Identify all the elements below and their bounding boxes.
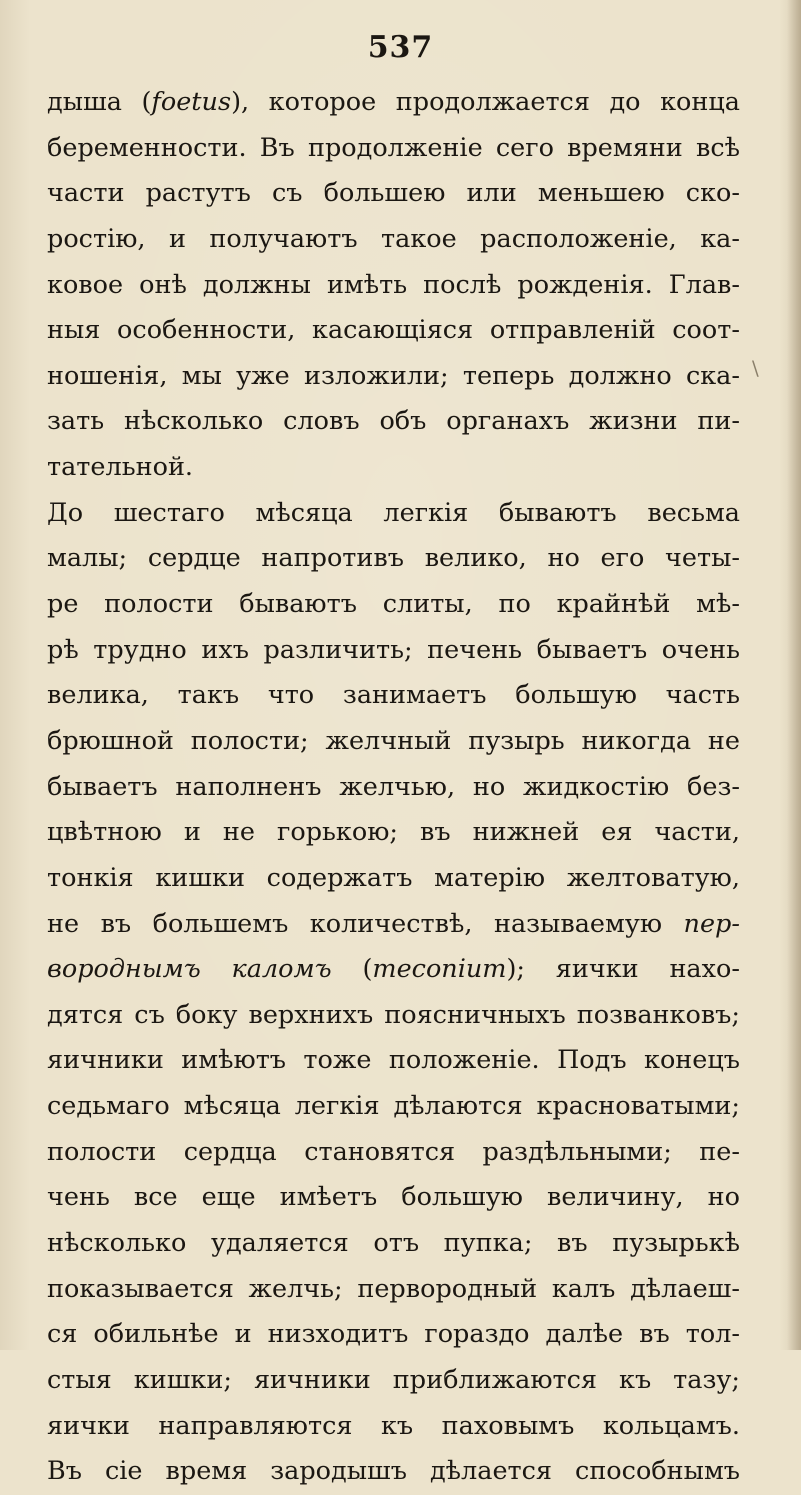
text-line bbox=[47, 810, 740, 856]
text-segment: седьмаго мѣсяца легкія дѣлаются красноватыми; bbox=[47, 1091, 740, 1122]
text-segment: велика, такъ что занимаетъ большую часть bbox=[47, 680, 740, 711]
margin-mark: \ bbox=[752, 356, 759, 380]
text-segment: ковое онѣ должны имѣть послѣ рожденія. Глав- bbox=[47, 269, 740, 300]
text-line bbox=[47, 445, 740, 491]
text-segment: беременности. Въ продолженіе сего времяни всѣ bbox=[47, 132, 740, 163]
text-segment: ), которое продолжается до конца bbox=[231, 87, 740, 117]
text-segment: дыша ( bbox=[47, 87, 152, 117]
text-segment: ся обильнѣе и низходитъ гораздо далѣе въ тол- bbox=[47, 1319, 740, 1350]
text-line bbox=[47, 993, 740, 1039]
text-line bbox=[47, 491, 740, 537]
text-line bbox=[47, 399, 740, 445]
text-segment: До шестаго мѣсяца легкія бываютъ весьма bbox=[47, 497, 740, 528]
text-line bbox=[47, 947, 740, 993]
italic-text-segment: meconium bbox=[372, 954, 507, 985]
text-segment: яичники имѣютъ тоже положеніе. Подъ конецъ bbox=[47, 1045, 740, 1076]
text-line bbox=[47, 171, 740, 217]
text-segment: Въ сіе время зародышъ дѣлается способнымъ bbox=[47, 1456, 740, 1487]
text-segment: рѣ трудно ихъ различить; печень бываетъ очень bbox=[47, 634, 740, 665]
text-line bbox=[47, 263, 740, 309]
text-line bbox=[47, 1312, 740, 1358]
text-line bbox=[47, 1449, 740, 1495]
text-line bbox=[47, 217, 740, 263]
text-line bbox=[47, 582, 740, 628]
text-line bbox=[47, 536, 740, 582]
text-segment: ныя особенности, касающіяся отправленій соот- bbox=[47, 315, 740, 346]
text-segment: тательной. bbox=[47, 452, 194, 483]
text-segment: дятся съ боку верхнихъ поясничныхъ позванковъ; bbox=[47, 999, 740, 1030]
body-text bbox=[47, 80, 740, 1495]
page-number: 537 bbox=[367, 30, 434, 65]
text-line bbox=[47, 80, 740, 126]
text-segment: части растутъ съ большею или меньшею ско- bbox=[47, 178, 740, 209]
text-line bbox=[47, 902, 740, 948]
text-line bbox=[47, 308, 740, 354]
text-segment: яички направляются къ паховымъ кольцамъ. bbox=[47, 1410, 740, 1441]
text-line bbox=[47, 1404, 740, 1450]
text-segment: цвѣтною и не горькою; въ нижней ея части, bbox=[47, 817, 740, 848]
text-line bbox=[47, 1084, 740, 1130]
text-line bbox=[47, 673, 740, 719]
text-line bbox=[47, 856, 740, 902]
italic-text-segment: foetus bbox=[151, 87, 232, 117]
text-segment: ре полости бываютъ слиты, по крайнѣй мѣ- bbox=[47, 589, 740, 620]
text-segment: полости сердца становятся раздѣльными; пе- bbox=[47, 1136, 740, 1167]
text-segment: тонкія кишки содержатъ матерію желтоватую, bbox=[47, 862, 740, 893]
italic-text-segment: вороднымъ каломъ bbox=[47, 954, 332, 985]
text-segment: показывается желчь; первородный калъ дѣлаеш- bbox=[47, 1273, 740, 1304]
text-segment: брюшной полости; желчный пузырь никогда не bbox=[47, 725, 740, 756]
text-segment: ( bbox=[331, 954, 373, 985]
text-line bbox=[47, 1267, 740, 1313]
text-line bbox=[47, 354, 740, 400]
text-line bbox=[47, 1130, 740, 1176]
page-edge-shadow bbox=[787, 0, 801, 1350]
text-segment: зать нѣсколько словъ объ органахъ жизни пи- bbox=[47, 406, 740, 437]
text-line bbox=[47, 628, 740, 674]
text-line bbox=[47, 126, 740, 172]
text-line bbox=[47, 1038, 740, 1084]
text-line bbox=[47, 765, 740, 811]
text-segment: нѣсколько удаляется отъ пупка; въ пузырькѣ bbox=[47, 1228, 740, 1259]
text-line bbox=[47, 1175, 740, 1221]
text-segment: ); яички нахо- bbox=[506, 954, 740, 985]
italic-text-segment: пер- bbox=[683, 908, 740, 939]
text-line bbox=[47, 1221, 740, 1267]
text-segment: стыя кишки; яичники приближаются къ тазу; bbox=[47, 1364, 740, 1395]
text-segment: чень все еще имѣетъ большую величину, но bbox=[47, 1182, 740, 1213]
text-line bbox=[47, 719, 740, 765]
text-segment: ношенія, мы уже изложили; теперь должно ска- bbox=[47, 360, 740, 391]
text-segment: бываетъ наполненъ желчью, но жидкостію без- bbox=[47, 771, 740, 802]
text-segment: ростію, и получаютъ такое расположеніе, ка- bbox=[47, 223, 740, 254]
text-line bbox=[47, 1358, 740, 1404]
text-segment: не въ большемъ количествѣ, называемую bbox=[47, 908, 684, 939]
text-segment: малы; сердце напротивъ велико, но его четы- bbox=[47, 543, 740, 574]
